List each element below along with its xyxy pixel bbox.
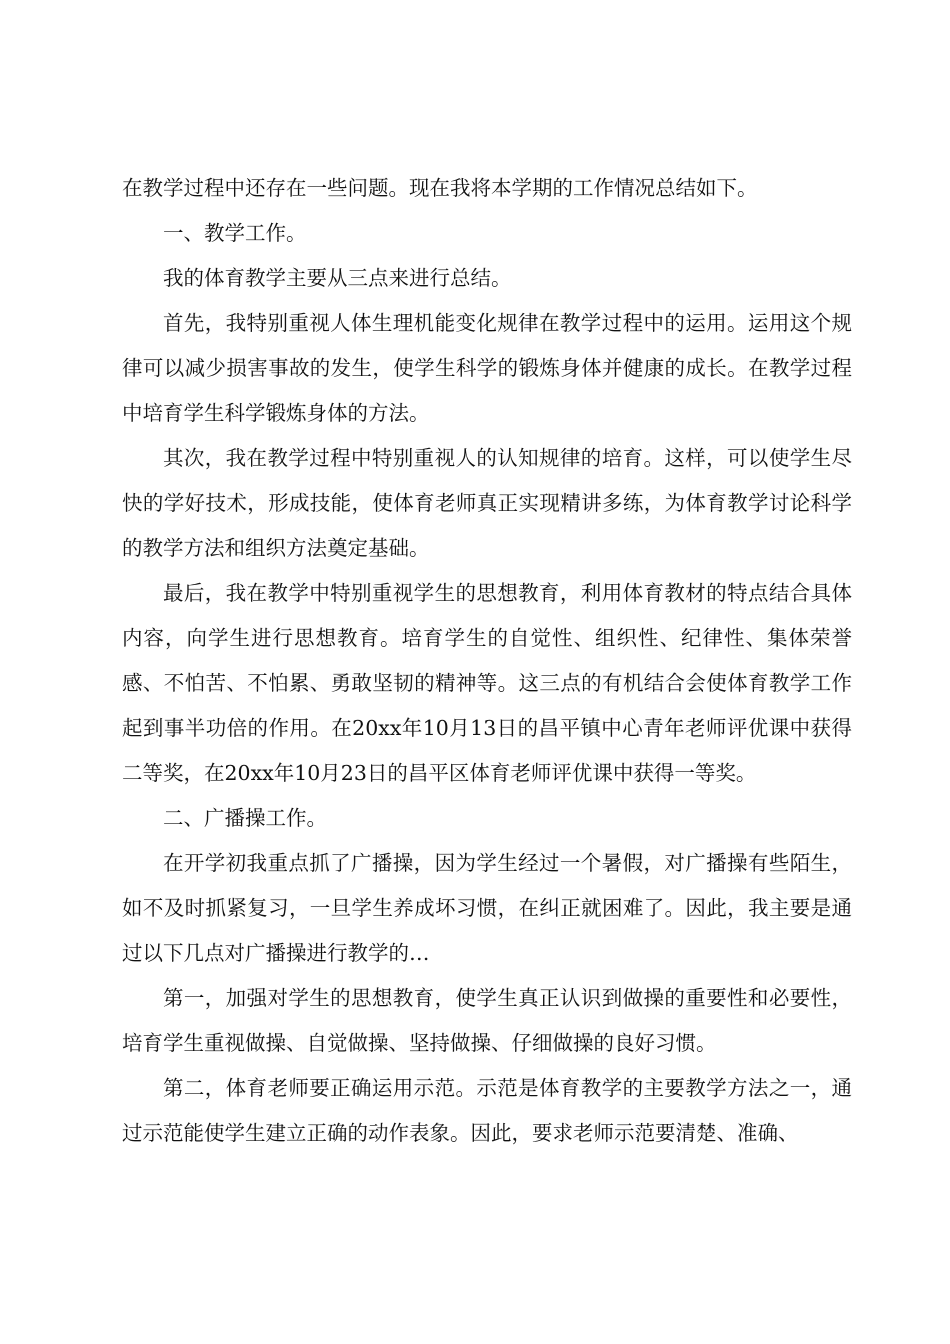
paragraph-overview: 我的体育教学主要从三点来进行总结。 [163, 266, 512, 290]
paragraph-first: 首先，我特别重视人体生理机能变化规律在教学过程中的运用。运用这个规律可以减少损害事故的发生，使学生科学的锻炼身体并健康的成长。在教学过程中培育学生科学锻炼身体的方法。 [122, 311, 852, 425]
paragraph-second: 其次，我在教学过程中特别重视人的认知规律的培育。这样，可以使学生尽快的学好技术，形成技能，使体育老师真正实现精讲多练，为体育教学讨论科学的教学方法和组织方法奠定基础。 [122, 446, 852, 560]
paragraph-point-two: 第二，体育老师要正确运用示范。示范是体育教学的主要教学方法之一，通过示范能使学生建立正确的动作表象。因此，要求老师示范要清楚、准确、 [122, 1076, 852, 1145]
document-body [122, 166, 852, 1156]
paragraph-intro: 在教学过程中还存在一些问题。现在我将本学期的工作情况总结如下。 [122, 176, 758, 200]
paragraph-last: 最后，我在教学中特别重视学生的思想教育，利用体育教材的特点结合具体内容，向学生进行思想教育。培育学生的自觉性、组织性、纪律性、集体荣誉感、不怕苦、不怕累、勇敢坚韧的精神等。这三点的有机结合会使体育教学工作起到事半功倍的作用。在20xx年10月13日的昌平镇中心青年老师评优课中获得二等奖，在20xx年10月23日的昌平区体育老师评优课中获得一等奖。 [122, 581, 852, 785]
section-heading-teaching: 一、教学工作。 [163, 221, 307, 245]
paragraph-broadcast-intro: 在开学初我重点抓了广播操，因为学生经过一个暑假，对广播操有些陌生，如不及时抓紧复习，一旦学生养成坏习惯，在纠正就困难了。因此，我主要是通过以下几点对广播操进行教学的… [122, 851, 852, 965]
paragraph-point-one: 第一，加强对学生的思想教育，使学生真正认识到做操的重要性和必要性，培育学生重视做操、自觉做操、坚持做操、仔细做操的良好习惯。 [122, 986, 852, 1055]
section-heading-broadcast-exercise: 二、广播操工作。 [163, 806, 327, 830]
